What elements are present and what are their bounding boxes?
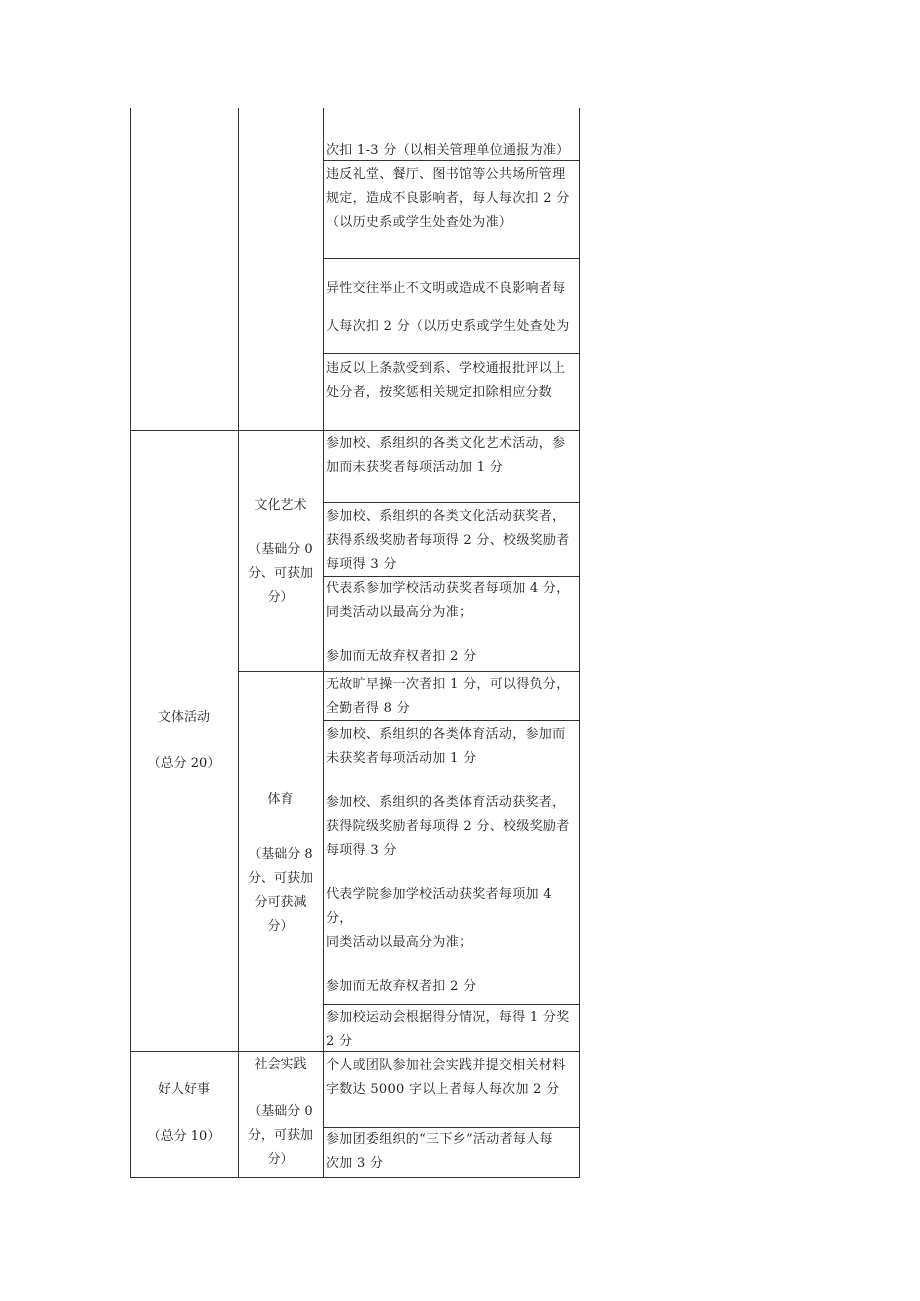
- rule-text-line: 字数达 5000 字以上者每人每次加 2 分: [326, 1082, 560, 1097]
- rule-text-line: 每项得 3 分: [326, 557, 397, 572]
- rule-text-line: 异性交往举止不文明或造成不良影响者每: [326, 281, 566, 296]
- note-line: 分）: [267, 1152, 294, 1167]
- rule-cell: [326, 163, 578, 235]
- rule-text-line: 次加 3 分: [326, 1156, 384, 1171]
- rule-text-line: 获得院级奖励者每项得 2 分、校级奖励者: [326, 819, 570, 834]
- note-line: 分、可获加: [247, 566, 313, 581]
- rule-cell: [326, 1006, 578, 1054]
- rule-text-line: 违反以上条款受到系、学校通报批评以上: [326, 361, 566, 376]
- subcategory-name: 体育: [267, 792, 294, 807]
- rule-text-line: 加而未获奖者每项活动加 1 分: [326, 460, 504, 475]
- rule-text-line: 人每次扣 2 分（以历史系或学生处查处为: [326, 319, 570, 334]
- rule-text-line: 参加校、系组织的各类文化艺术活动，参: [326, 436, 566, 451]
- row-divider: [323, 258, 580, 259]
- rule-cell: [326, 270, 578, 352]
- category-name: 好人好事: [157, 1082, 210, 1097]
- subcategory-name: 文化艺术: [254, 498, 307, 513]
- table-border-bottom: [130, 1177, 580, 1178]
- rule-text-line: 参加校、系组织的各类文化活动获奖者，: [326, 509, 566, 524]
- rule-text-line: 2 分: [326, 1034, 353, 1049]
- note-line: 分，可获加: [247, 1128, 313, 1143]
- rule-cell: [326, 357, 578, 405]
- category-total: [130, 1125, 238, 1149]
- rule-text-line: 参加校、系组织的各类体育活动获奖者，: [326, 795, 566, 810]
- rule-text-line: 代表学院参加学校活动获奖者每项加 4 分，: [326, 887, 552, 926]
- note-line: 分、可获加: [247, 871, 313, 886]
- rule-cell: [326, 505, 578, 577]
- rule-cell: [326, 673, 578, 721]
- scoring-table: [130, 108, 580, 1178]
- rule-text-line: [326, 346, 578, 352]
- rule-text-line: 参加团委组织的“三下乡”活动者每人每: [326, 1132, 553, 1147]
- rule-text-line: 同类活动以最高分为准；: [326, 605, 473, 620]
- note-line: 分可获减: [254, 895, 307, 910]
- rule-text-line: 次扣 1-3 分（以相关管理单位通报为准）: [326, 143, 570, 158]
- rule-text-line: 参加校运动会根据得分情况，每得 1 分奖: [326, 1010, 570, 1025]
- note-line: （基础分 8: [248, 847, 313, 862]
- category-total-text: （总分 10）: [147, 1129, 221, 1144]
- rule-text-line: 参加校、系组织的各类体育活动，参加而: [326, 727, 566, 742]
- subcategory-label: [238, 788, 323, 812]
- rule-cell: [326, 1128, 578, 1176]
- subsection-divider: [238, 671, 580, 672]
- rule-text-line: 未获奖者每项活动加 1 分: [326, 751, 477, 766]
- rule-text-line: 参加而无故弃权者扣 2 分: [326, 979, 477, 994]
- subcategory-label: [238, 494, 323, 518]
- category-name: 文体活动: [157, 710, 210, 725]
- rule-text-line: 违反礼堂、餐厅、图书馆等公共场所管理: [326, 167, 566, 182]
- category-label: [130, 1078, 238, 1102]
- rule-text-line: 个人或团队参加社会实践并提交相关材料: [326, 1058, 566, 1073]
- note-line: （基础分 0: [248, 542, 313, 557]
- rule-text-line: 处分者，按奖惩相关规定扣除相应分数: [326, 385, 553, 400]
- rule-text-line: 全勤者得 8 分: [326, 701, 410, 716]
- note-line: （基础分 0: [248, 1104, 313, 1119]
- rule-text-line: 无故旷早操一次者扣 1 分，可以得负分，: [326, 677, 570, 692]
- rule-cell: [326, 723, 578, 999]
- rule-text-line: 参加而无故弃权者扣 2 分: [326, 649, 477, 664]
- row-divider: [323, 502, 580, 503]
- row-divider: [323, 1004, 580, 1005]
- column-divider-2: [323, 108, 324, 1178]
- subcategory-name: 社会实践: [254, 1057, 307, 1072]
- subcategory-note: [238, 1100, 323, 1172]
- subcategory-note: [238, 538, 323, 610]
- note-line: 分）: [267, 590, 294, 605]
- column-divider-1: [238, 108, 239, 1178]
- row-divider: [323, 353, 580, 354]
- rule-cell: [326, 139, 578, 163]
- rule-text-line: 每项得 3 分: [326, 843, 397, 858]
- rule-cell: [326, 432, 578, 480]
- rule-text-line: 规定，造成不良影响者，每人每次扣 2 分: [326, 191, 570, 206]
- subcategory-label: [238, 1053, 323, 1077]
- subcategory-note: [238, 843, 323, 939]
- rule-cell: [326, 577, 578, 669]
- category-label: [130, 706, 238, 730]
- rule-cell: [326, 1054, 578, 1102]
- rule-text-line: 同类活动以最高分为准；: [326, 935, 473, 950]
- note-line: 分）: [267, 919, 294, 934]
- rule-text-line: 获得系级奖励者每项得 2 分、校级奖励者: [326, 533, 570, 548]
- rule-text-line: 代表系参加学校活动获奖者每项加 4 分，: [326, 581, 570, 596]
- section-divider: [130, 430, 580, 431]
- table-border-right: [579, 108, 580, 1178]
- category-total-text: （总分 20）: [147, 756, 221, 771]
- rule-text-line: （以历史系或学生处查处为准）: [326, 215, 513, 230]
- table-border-left: [130, 108, 131, 1178]
- category-total: [130, 752, 238, 776]
